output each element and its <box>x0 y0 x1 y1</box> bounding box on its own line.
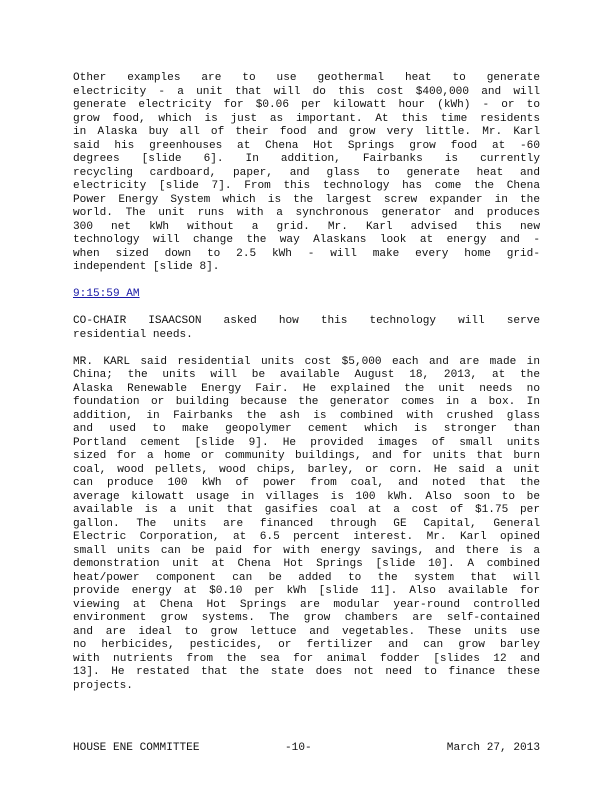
text-line: electricity - a unit that will do this cost $400,000 and will <box>73 85 540 98</box>
paragraph-geothermal <box>73 72 540 275</box>
text-line: generate electricity for $0.06 per kilowatt hour (kWh) - or to <box>73 99 540 111</box>
timestamp-link[interactable]: 9:15:59 AM <box>73 288 140 300</box>
text-line: viewing at Chena Hot Springs are modular year-round controlled <box>73 598 540 611</box>
footer-committee: HOUSE ENE COMMITTEE <box>73 742 200 754</box>
footer-date: March 27, 2013 <box>446 742 540 754</box>
text-line: world. The unit runs with a synchronous generator and produces <box>73 207 540 219</box>
text-line: said his greenhouses at Chena Hot Springs grow food at -60 <box>73 139 540 152</box>
document-body <box>73 72 540 707</box>
page-footer <box>73 742 540 756</box>
text-line: no herbicides, pesticides, or fertilizer and can grow barley <box>73 639 540 651</box>
text-line: Alaska Renewable Energy Fair. He explained the unit needs no <box>73 382 540 395</box>
text-line: 300 net kWh without a grid. Mr. Karl advised this new <box>73 220 540 233</box>
text-line: residential needs. <box>73 328 193 341</box>
text-line: provide energy at $0.10 per kWh [slide 11]. Also available for <box>73 585 540 597</box>
text-line: addition, in Fairbanks the ash is combined with crushed glass <box>73 409 540 422</box>
text-line: Portland cement [slide 9]. He provided images of small units <box>73 436 540 449</box>
text-line: available is a unit that gasifies coal at a cost of $1.75 per <box>73 504 540 516</box>
text-line: small units can be paid for with energy savings, and there is a <box>73 544 540 557</box>
text-line: environment grow systems. The grow chambers are self-contained <box>73 612 540 624</box>
text-line: Other examples are to use geothermal heat to generate <box>73 72 540 84</box>
footer-page-number: -10- <box>285 742 312 754</box>
text-line: electricity [slide 7]. From this technology has come the Chena <box>73 180 540 192</box>
text-line: MR. KARL said residential units cost $5,000 each and are made in <box>73 355 540 368</box>
text-line: Electric Corporation, at 6.5 percent interest. Mr. Karl opined <box>73 531 540 543</box>
text-line: gallon. The units are financed through GE Capital, General <box>73 517 540 530</box>
text-line: and are ideal to grow lettuce and vegetables. These units use <box>73 625 540 638</box>
text-line: can produce 100 kWh of power from coal, and noted that the <box>73 477 540 489</box>
text-line: technology will change the way Alaskans look at energy and - <box>73 234 540 246</box>
paragraph-co-chair-question <box>73 315 540 342</box>
text-line: recycling cardboard, paper, and glass to generate heat and <box>73 166 540 179</box>
text-line: sized for a home or community buildings, and for units that burn <box>73 450 540 462</box>
text-line: Power Energy System which is the largest screw expander in the <box>73 193 540 206</box>
paragraph-karl-response <box>73 356 540 694</box>
text-line: when sized down to 2.5 kWh - will make every home grid- <box>73 247 540 260</box>
text-line: and used to make geopolymer cement which is stronger than <box>73 423 540 435</box>
text-line: with nutrients from the sea for animal fodder [slides 12 and <box>73 652 540 665</box>
text-line: independent [slide 8]. <box>73 261 220 273</box>
text-line: projects. <box>73 679 133 692</box>
text-line: in Alaska buy all of their food and grow very little. Mr. Karl <box>73 126 540 138</box>
text-line: demonstration unit at Chena Hot Springs [slide 10]. A combined <box>73 558 540 570</box>
text-line: CO-CHAIR ISAACSON asked how this technology will serve <box>73 315 540 327</box>
text-line: heat/power component can be added to the system that will <box>73 571 540 584</box>
text-line: China; the units will be available August 18, 2013, at the <box>73 369 540 381</box>
text-line: foundation or building because the generator comes in a box. In <box>73 396 540 408</box>
text-line: coal, wood pellets, wood chips, barley, or corn. He said a unit <box>73 463 540 476</box>
text-line: grow food, which is just as important. At this time residents <box>73 112 540 125</box>
text-line: 13]. He restated that the state does not need to finance these <box>73 666 540 678</box>
text-line: average kilowatt usage in villages is 100 kWh. Also soon to be <box>73 490 540 503</box>
text-line: degrees [slide 6]. In addition, Fairbanks is currently <box>73 153 540 165</box>
